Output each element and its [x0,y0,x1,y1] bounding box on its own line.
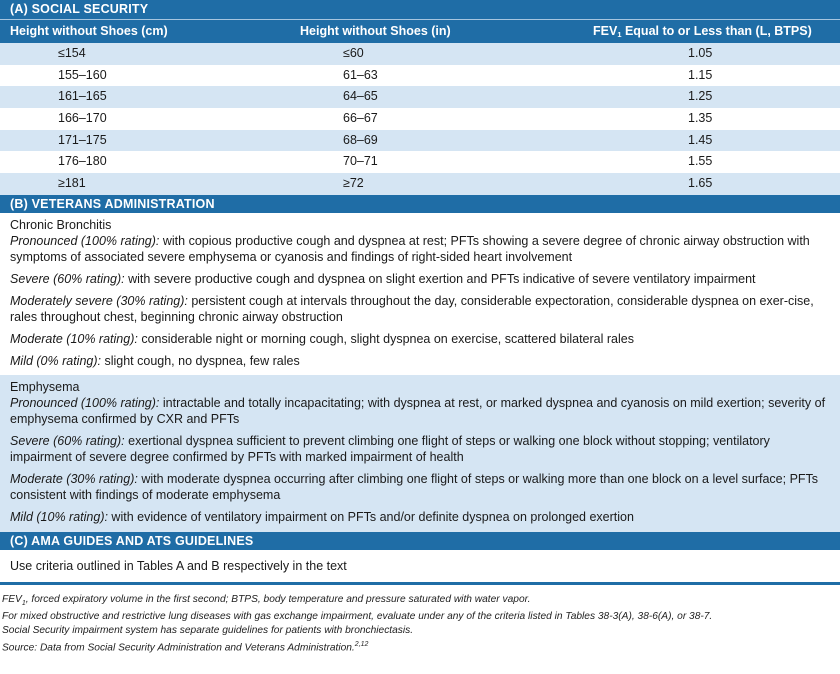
emphysema-title: Emphysema [10,379,80,394]
rating-label: Moderate (10% rating): [10,331,138,346]
fev1-cell: 1.35 [688,111,713,126]
rating-label: Mild (0% rating): [10,353,101,368]
footnote-mixed-disease: For mixed obstructive and restrictive lung diseases with gas exchange impairment, evaluate under any of the criteria listed in Tables 38-3(A), 38-6(A), or 38-7. [2,611,713,623]
footnote-fev1: $FEV_1$, forced expiratory volume in the first second; BTPS, body temperature and pressure saturated with water vapor. [2,593,531,607]
height-in-cell: 64–65 [343,89,378,104]
height-in-cell: 70–71 [343,154,378,169]
height-cm-cell: ≤154 [58,46,86,60]
rating-description: slight cough, no dyspnea, few rales [101,353,300,368]
rating-entry [0,395,840,430]
rating-entry [0,293,840,328]
rating-label: Severe (60% rating): [10,433,125,448]
rating-label: Severe (60% rating): [10,271,125,286]
fev1-cell: 1.25 [688,89,713,104]
rating-label: Mild (10% rating): [10,509,108,524]
section-c-title: (C) AMA GUIDES AND ATS GUIDELINES [0,532,840,550]
rating-description: with copious productive cough and dyspnea at rest; PFTs showing a severe degree of chronic airway obstruction with symptoms of associated severe emphysema or cyanosis and findings of right-sided heart involvement [10,233,810,264]
section-c-text: Use criteria outlined in Tables A and B respectively in the text [0,550,840,582]
fev1-cell: 1.55 [688,154,713,169]
height-cm-cell: 171–175 [58,132,107,147]
header-height-in: Height without Shoes (in) [300,24,451,38]
height-cm-cell: 155–160 [58,67,107,82]
rating-label: Pronounced (100% rating): [10,233,160,248]
rating-entry [0,353,840,372]
chronic-bronchitis-block [0,213,840,375]
section-a-rows [0,43,840,195]
height-in-cell: ≥72 [343,176,364,191]
section-b-title: (B) VETERANS ADMINISTRATION [0,195,840,213]
chronic-bronchitis-title: Chronic Bronchitis [10,217,112,232]
rating-description: with severe productive cough and dyspnea on slight exertion and PFTs indicative of severe ventilatory impairment [124,271,756,286]
rating-label: Moderately severe (30% rating): [10,293,188,308]
height-in-cell: ≤60 [343,46,364,60]
rating-entry [0,233,840,268]
height-cm-cell: 161–165 [58,89,107,104]
table-row [0,86,840,108]
table-row [0,173,840,195]
rating-description: exertional dyspnea sufficient to prevent climbing one flight of steps or walking one block without stopping; ventilatory impairment of severe degree confirmed by PFTs with marked impairment of health [10,433,770,464]
height-in-cell: 61–63 [343,67,378,82]
emphysema-block [0,375,840,532]
rating-label: Pronounced (100% rating): [10,395,160,410]
rating-description: with moderate dyspnea occurring after climbing one flight of steps or walking more than one block on a level surface; PFTs consistent with findings of moderate emphysema [10,471,819,502]
fev1-cell: 1.15 [688,67,713,82]
table-row [0,108,840,130]
rating-entry [0,331,840,350]
section-a-column-headers [0,19,840,43]
height-cm-cell: 166–170 [58,111,107,126]
height-in-cell: 66–67 [343,111,378,126]
section-a-title: (A) SOCIAL SECURITY [0,0,840,19]
footnote-bronchiectasis: Social Security impairment system has separate guidelines for patients with bronchiectasis. [2,625,414,637]
height-cm-cell: ≥181 [58,176,86,191]
rating-entry [0,271,840,290]
table-row [0,65,840,87]
rating-entry [0,509,840,528]
rating-description: persistent cough at intervals throughout the day, considerable expectoration, considerable dyspnea on exer-cise, rales throughout chest, beginning chronic airway obstruction [10,293,814,324]
table-row [0,151,840,173]
fev1-cell: 1.45 [688,132,713,147]
rating-description: with evidence of ventilatory impairment on PFTs and/or definite dyspnea on prolonged exertion [107,509,634,524]
footnote-source: Source: Data from Social Security Administration and Veterans Administration.$^{2,12}$ [2,640,369,654]
rating-entry [0,471,840,506]
table-row [0,43,840,65]
fev1-cell: 1.05 [688,46,713,60]
fev1-cell: 1.65 [688,176,713,191]
header-fev1: $FEV_1$ Equal to or Less than (L, BTPS) [593,24,812,39]
height-cm-cell: 176–180 [58,154,107,169]
header-height-cm: Height without Shoes (cm) [10,24,168,38]
rating-description: considerable night or morning cough, slight dyspnea on exercise, scattered bilateral rales [137,331,634,346]
height-in-cell: 68–69 [343,132,378,147]
rating-entry [0,433,840,468]
rating-description: intractable and totally incapacitating; with dyspnea at rest, or marked dyspnea and cyanosis on mild exertion; severity of emphysema confirmed by CXR and PFTs [10,395,826,426]
table-footnotes [0,585,840,655]
table-row [0,130,840,152]
rating-label: Moderate (30% rating): [10,471,138,486]
